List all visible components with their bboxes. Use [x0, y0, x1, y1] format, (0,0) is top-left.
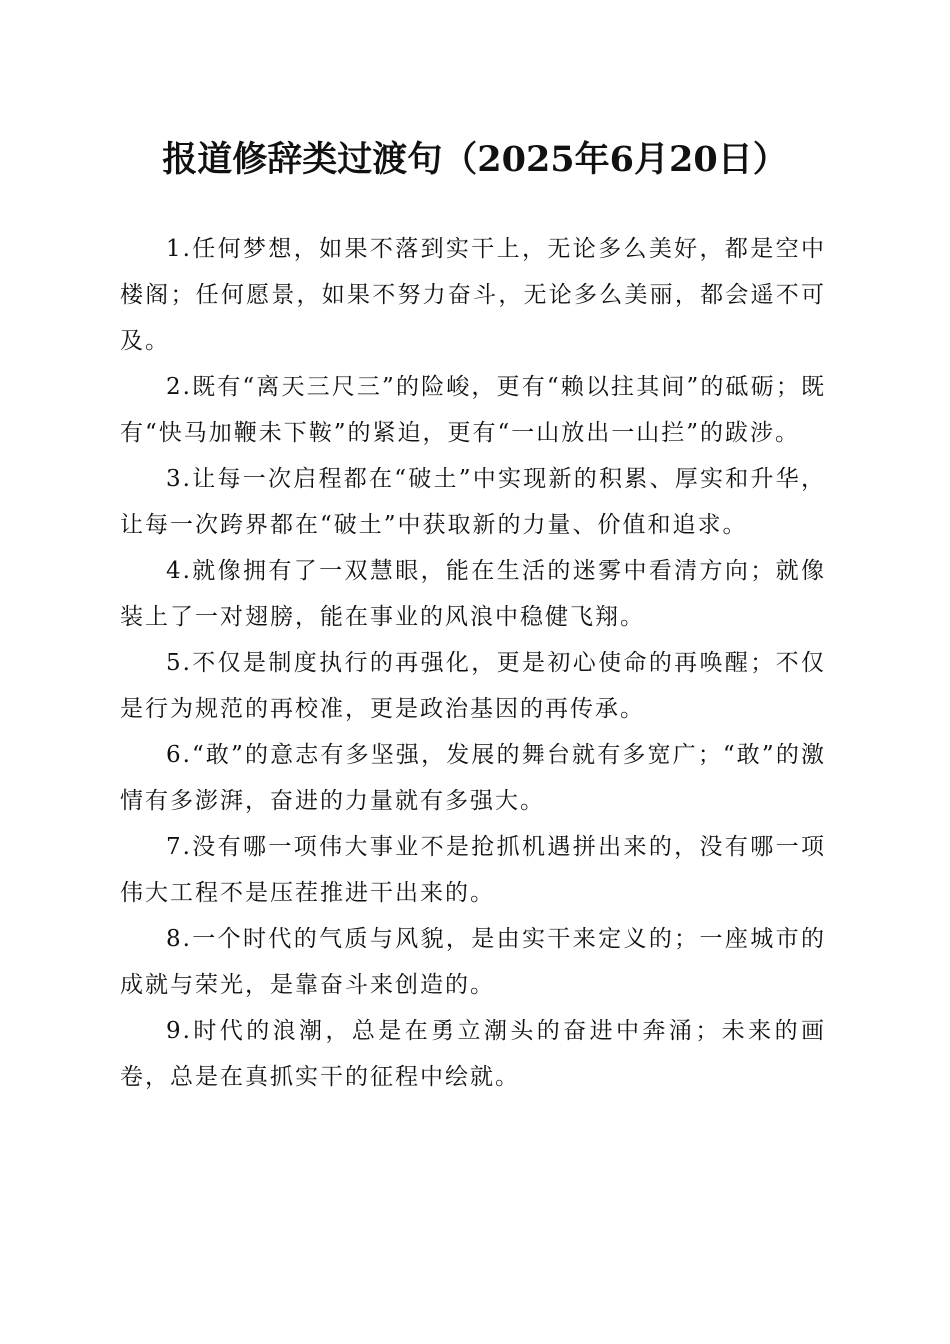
paragraph-6: 6.“敢”的意志有多坚强，发展的舞台就有多宽广；“敢”的激情有多澎湃，奋进的力量就有多强大。 — [120, 742, 826, 814]
paragraph-7: 7.没有哪一项伟大事业不是抢抓机遇拼出来的，没有哪一项伟大工程不是压茬推进干出来的。 — [120, 834, 826, 906]
paragraph-1: 1.任何梦想，如果不落到实干上，无论多么美好，都是空中楼阁；任何愿景，如果不努力奋斗，无论多么美丽，都会遥不可及。 — [120, 236, 826, 354]
paragraph-3: 3.让每一次启程都在“破土”中实现新的积累、厚实和升华，让每一次跨界都在“破土”中获取新的力量、价值和追求。 — [120, 466, 826, 538]
document-body — [120, 226, 826, 1100]
paragraph-9: 9.时代的浪潮，总是在勇立潮头的奋进中奔涌；未来的画卷，总是在真抓实干的征程中绘就。 — [120, 1018, 826, 1090]
paragraph-2: 2.既有“离天三尺三”的险峻，更有“赖以拄其间”的砥砺；既有“快马加鞭未下鞍”的紧迫，更有“一山放出一山拦”的跋涉。 — [120, 374, 826, 446]
paragraph-5: 5.不仅是制度执行的再强化，更是初心使命的再唤醒；不仅是行为规范的再校准，更是政治基因的再传承。 — [120, 650, 826, 722]
paragraph-8: 8.一个时代的气质与风貌，是由实干来定义的；一座城市的成就与荣光，是靠奋斗来创造的。 — [120, 926, 826, 998]
document-title: 报道修辞类过渡句（2025年6月20日） — [162, 139, 788, 180]
paragraph-4: 4.就像拥有了一双慧眼，能在生活的迷雾中看清方向；就像装上了一对翅膀，能在事业的风浪中稳健飞翔。 — [120, 558, 826, 630]
